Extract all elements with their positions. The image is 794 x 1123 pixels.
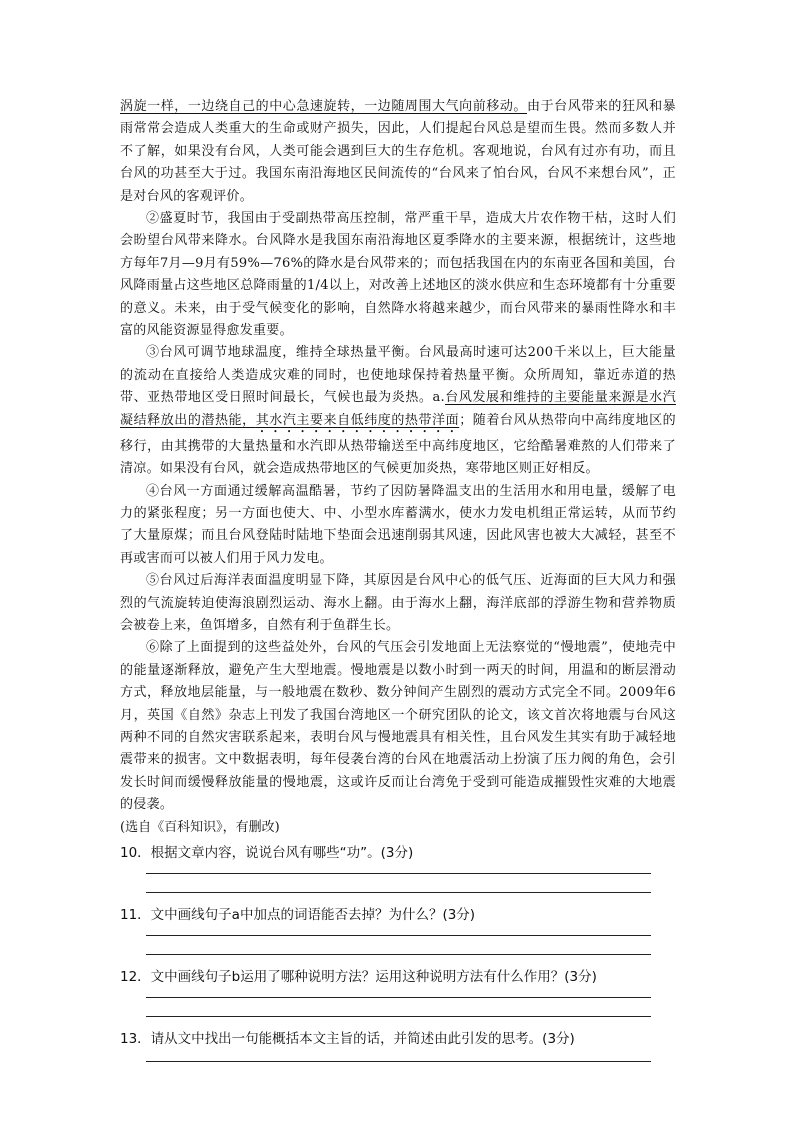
paragraph-6: ⑥除了上面提到的这些益处外，台风的气压会引发地面上无法察觉的“慢地震”，使地壳中的能量逐渐释放，避免产生大型地震。慢地震是以数小时到一两天的时间，用温和的断层滑动方式，释放地层能量，与一般地震在数秒、数分钟间产生剧烈的震动方式完全不同。2009年6月，英国《自然》杂志上刊发了我国台湾地区一个研究团队的论文，该文首次将地震与台风这两种不同的自然灾害联系起来，表明台风与慢地震具有相关性，且台风发生其实有助于减轻地震带来的损害。文中数据表明，每年侵袭台湾的台风在地震活动上扮演了压力阀的角色，会引发长时间而缓慢释放能量的慢地震，这或许反而让台湾免于受到可能造成摧毁性灾难的大地震的侵袭。 xyxy=(120,640,676,813)
answer-line[interactable] xyxy=(146,954,651,955)
underlined-sentence-b: 涡旋一样，一边绕自己的中心急速旋转，一边随周围大气向前移动。 xyxy=(120,99,528,114)
underlined-sentence-a-part3: 水汽凝结释放出的潜热能 xyxy=(120,390,676,428)
dotted-phrase: 其水汽主要来自低纬度的热带洋面 xyxy=(255,412,460,428)
paragraph-1-text: 由于台风带来的狂风和暴雨常常会造成人类重大的生命或财产损失，因此，人们提起台风总是望而生畏。然而多数人并不了解，如果没有台风，人类可能会遇到巨大的生存危机。客观地说，台风有过亦有功，而且台风的功甚至大于过。我国东南沿海地区民间流传的“台风来了怕台风，台风不来想台风”，正是对台风的客观评价。 xyxy=(120,99,676,204)
paragraph-4: ④台风一方面通过缓解高温酷暑，节约了因防暑降温支出的生活用水和用电量，缓解了电力的紧张程度；另一方面也使大、中、小型水库蓄满水，使水力发电机组正常运转，从而节约了大量原煤；而且台风登陆时陆地下垫面会迅速削弱其风速，因此风害也被大大减轻，甚至不再或害而可以被人们用于风力发电。 xyxy=(120,483,676,566)
paragraph-3-text-end: ；随着台风从热带向中高纬度地区的移行，由其携带的大量热量和水汽即从热带输送至中高纬度地区，它给酷暑难熬的人们带来了清凉。如果没有台风，就会造成热带地区的气候更加炎热，寒带地区则正好相反。 xyxy=(120,412,676,477)
question-13: 13．请从文中找出一句能概括本文主旨的话，并简述由此引发的思考。(3分) xyxy=(120,1030,575,1047)
paragraph-5: ⑤台风过后海洋表面温度明显下降，其原因是台风中心的低气压、近海面的巨大风力和强烈的气流旋转迫使海浪剧烈运动、海水上翻。由于海水上翻，海洋底部的浮游生物和营养物质会被卷上来，鱼饵增多，自然有利于鱼群生长。 xyxy=(120,573,676,633)
answer-line[interactable] xyxy=(146,997,651,998)
answer-line[interactable] xyxy=(146,935,651,936)
paragraph-2: ②盛夏时节，我国由于受副热带高压控制，常严重干旱，造成大片农作物干枯，这时人们会盼望台风带来降水。台风降水是我国东南沿海地区夏季降水的主要来源，根据统计，这些地方每年7月—9月有59%—76%的降水是台风带来的；而包括我国在内的东南亚各国和美国，台风降雨量占这些地区总降雨量的1/4以上，对改善上述地区的淡水供应和生态环境都有十分重要的意义。未来，由于受气候变化的影响，自然降水将越来越少，而台风带来的暴雨性降水和丰富的风能资源显得愈发重要。 xyxy=(120,211,676,339)
paragraph-3-text-start: ③台风可调节地球温度，维持全球热量平衡。台风最高时速可达200千米以上，巨大能量的流动在直接给人类造成灾难的同时，也使地球保持着热量平衡。众所周知，靠近赤道的热带、亚热带地区受日照时间最长，气候也最为炎热。a. xyxy=(120,345,676,406)
underlined-sentence-a-part2: 是 xyxy=(635,390,650,406)
question-10: 10．根据文章内容，说说台风有哪些“功”。(3分) xyxy=(120,844,414,861)
underlined-sentence-a-comma: ， xyxy=(242,412,256,428)
answer-line[interactable] xyxy=(146,1061,651,1062)
article-page xyxy=(120,96,676,1062)
question-11: 11．文中画线句子a中加点的词语能否去掉？为什么？(3分) xyxy=(120,906,476,923)
answer-line[interactable] xyxy=(146,892,651,893)
paragraph-1 xyxy=(120,96,676,208)
question-12: 12．文中画线句子b运用了哪种说明方法？运用这种说明方法有什么作用？(3分) xyxy=(120,968,597,985)
paragraph-3 xyxy=(120,342,676,480)
answer-line[interactable] xyxy=(146,873,651,874)
source-note: (选自《百科知识》，有删改) xyxy=(120,819,280,835)
answer-line[interactable] xyxy=(146,1016,651,1017)
underlined-sentence-a-part1: 台风发展和维持的主要能量来源 xyxy=(445,390,636,406)
